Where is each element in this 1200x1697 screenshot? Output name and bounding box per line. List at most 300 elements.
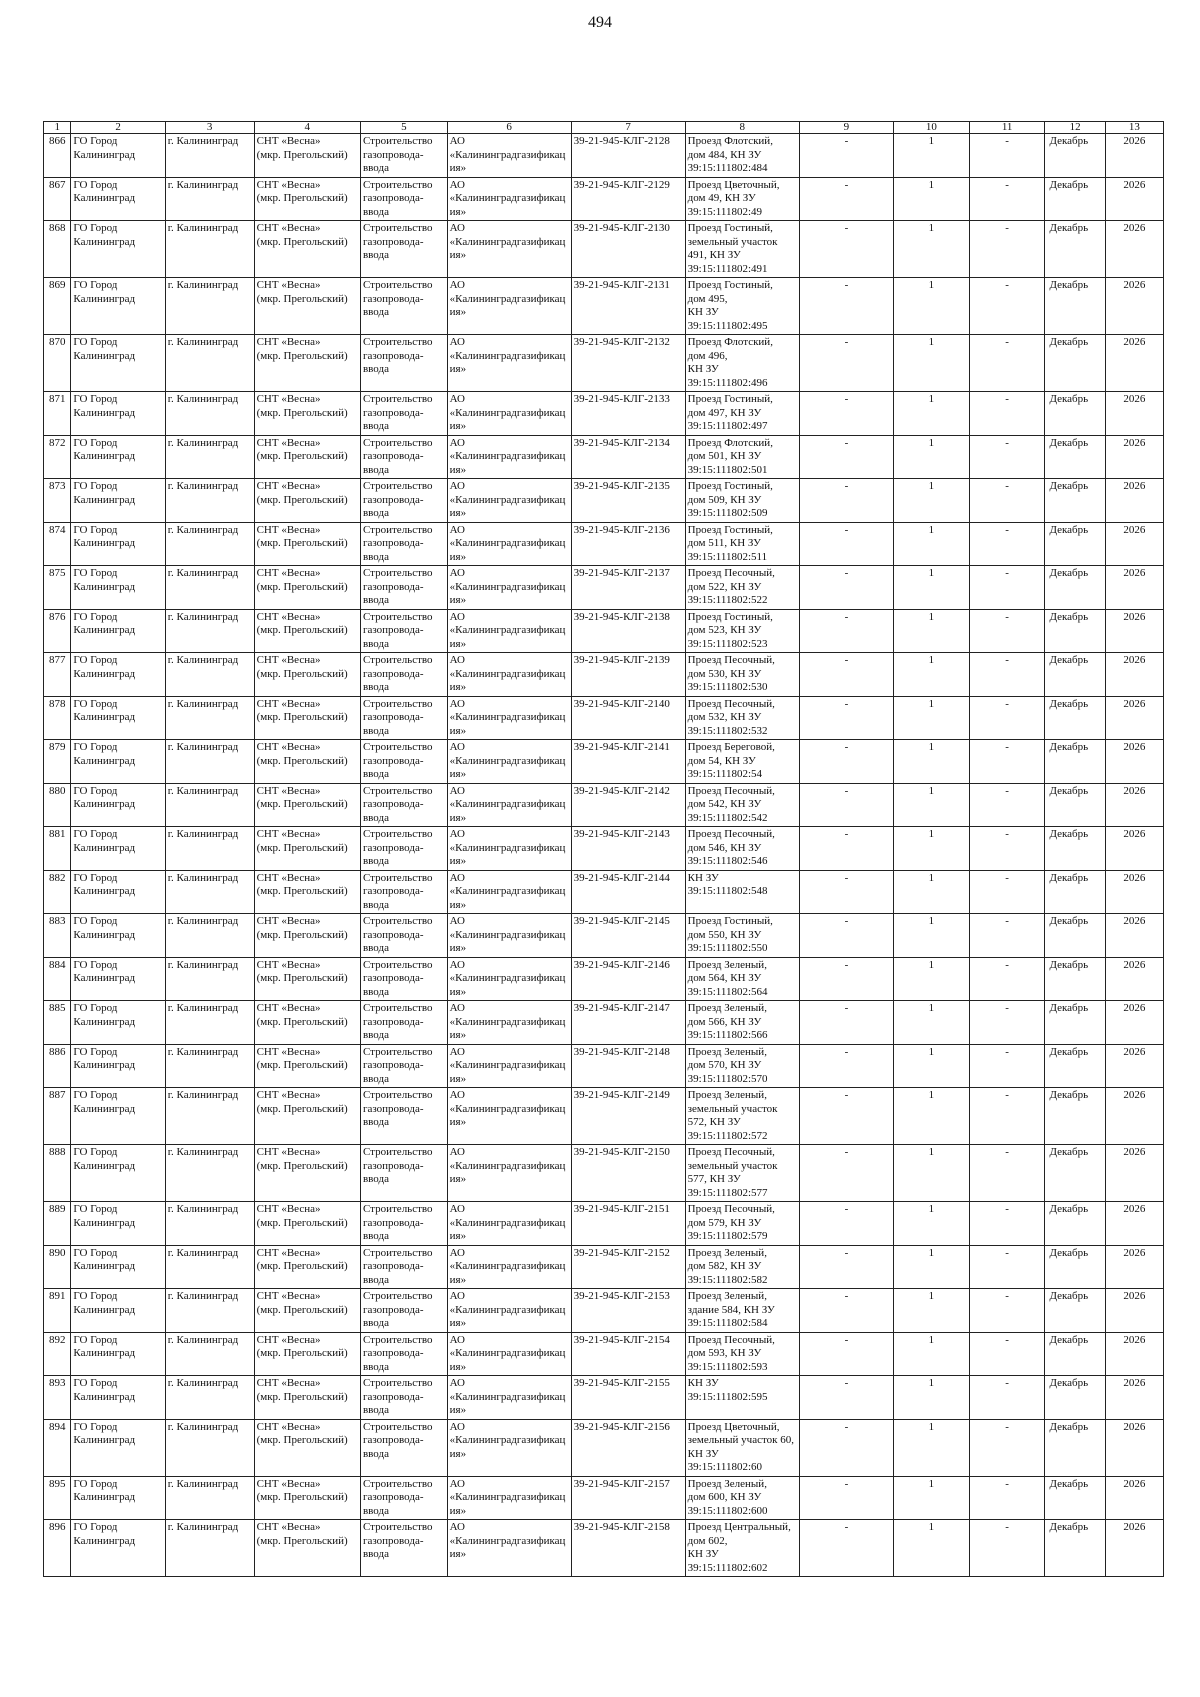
year-cell: 2026 [1105, 134, 1163, 178]
table-row [44, 1376, 1164, 1420]
address-cell: Проезд Зеленый, дом 570, КН ЗУ 39:15:111802:570 [685, 1044, 799, 1088]
settlement-cell: СНТ «Весна» (мкр. Прегольский) [254, 609, 360, 653]
city-cell: г. Калининград [165, 870, 254, 914]
table-row [44, 1001, 1164, 1045]
col9-cell: - [799, 1419, 893, 1476]
year-cell: 2026 [1105, 1044, 1163, 1088]
quantity-cell: 1 [894, 479, 970, 523]
district-cell: ГО Город Калининград [71, 566, 165, 610]
address-cell: Проезд Зеленый, земельный участок 572, КН ЗУ 39:15:111802:572 [685, 1088, 799, 1145]
table-row [44, 479, 1164, 523]
quantity-cell: 1 [894, 957, 970, 1001]
table-row [44, 740, 1164, 784]
quantity-cell: 1 [894, 1145, 970, 1202]
table-row [44, 522, 1164, 566]
quantity-cell: 1 [894, 1001, 970, 1045]
col9-cell: - [799, 1001, 893, 1045]
city-cell: г. Калининград [165, 392, 254, 436]
address-cell: Проезд Гостиный, дом 550, КН ЗУ 39:15:111802:550 [685, 914, 799, 958]
row-number: 866 [44, 134, 71, 178]
col11-cell: - [969, 783, 1045, 827]
address-cell: КН ЗУ 39:15:111802:548 [685, 870, 799, 914]
year-cell: 2026 [1105, 1088, 1163, 1145]
col9-cell: - [799, 1520, 893, 1577]
work-type-cell: Строительство газопровода-ввода [360, 740, 447, 784]
settlement-cell: СНТ «Весна» (мкр. Прегольский) [254, 435, 360, 479]
table-row [44, 957, 1164, 1001]
object-code-cell: 39-21-945-КЛГ-2157 [571, 1476, 685, 1520]
col9-cell: - [799, 609, 893, 653]
settlement-cell: СНТ «Весна» (мкр. Прегольский) [254, 177, 360, 221]
city-cell: г. Калининград [165, 1044, 254, 1088]
organization-cell: АО «Калининградгазификация» [447, 1376, 571, 1420]
work-type-cell: Строительство газопровода-ввода [360, 1289, 447, 1333]
district-cell: ГО Город Калининград [71, 278, 165, 335]
city-cell: г. Калининград [165, 1476, 254, 1520]
row-number: 886 [44, 1044, 71, 1088]
object-code-cell: 39-21-945-КЛГ-2152 [571, 1245, 685, 1289]
city-cell: г. Калининград [165, 1001, 254, 1045]
settlement-cell: СНТ «Весна» (мкр. Прегольский) [254, 696, 360, 740]
work-type-cell: Строительство газопровода-ввода [360, 696, 447, 740]
settlement-cell: СНТ «Весна» (мкр. Прегольский) [254, 957, 360, 1001]
table-row [44, 609, 1164, 653]
address-cell: Проезд Гостиный, дом 509, КН ЗУ 39:15:111802:509 [685, 479, 799, 523]
table-row [44, 1332, 1164, 1376]
district-cell: ГО Город Калининград [71, 177, 165, 221]
col11-cell: - [969, 1376, 1045, 1420]
settlement-cell: СНТ «Весна» (мкр. Прегольский) [254, 392, 360, 436]
col11-cell: - [969, 335, 1045, 392]
organization-cell: АО «Калининградгазификация» [447, 221, 571, 278]
col11-cell: - [969, 177, 1045, 221]
col9-cell: - [799, 1289, 893, 1333]
table-row [44, 1289, 1164, 1333]
col11-cell: - [969, 1202, 1045, 1246]
organization-cell: АО «Калининградгазификация» [447, 957, 571, 1001]
year-cell: 2026 [1105, 435, 1163, 479]
organization-cell: АО «Калининградгазификация» [447, 335, 571, 392]
object-code-cell: 39-21-945-КЛГ-2132 [571, 335, 685, 392]
settlement-cell: СНТ «Весна» (мкр. Прегольский) [254, 566, 360, 610]
row-number: 869 [44, 278, 71, 335]
object-code-cell: 39-21-945-КЛГ-2153 [571, 1289, 685, 1333]
city-cell: г. Калининград [165, 335, 254, 392]
settlement-cell: СНТ «Весна» (мкр. Прегольский) [254, 1088, 360, 1145]
col11-cell: - [969, 479, 1045, 523]
year-cell: 2026 [1105, 609, 1163, 653]
quantity-cell: 1 [894, 1289, 970, 1333]
col9-cell: - [799, 1376, 893, 1420]
address-cell: КН ЗУ 39:15:111802:595 [685, 1376, 799, 1420]
month-cell: Декабрь [1045, 134, 1105, 178]
table-row [44, 1520, 1164, 1577]
table-row [44, 1476, 1164, 1520]
city-cell: г. Калининград [165, 221, 254, 278]
year-cell: 2026 [1105, 522, 1163, 566]
district-cell: ГО Город Калининград [71, 1088, 165, 1145]
settlement-cell: СНТ «Весна» (мкр. Прегольский) [254, 740, 360, 784]
row-number: 884 [44, 957, 71, 1001]
district-cell: ГО Город Калининград [71, 1245, 165, 1289]
year-cell: 2026 [1105, 1001, 1163, 1045]
table-row [44, 177, 1164, 221]
col11-cell: - [969, 1520, 1045, 1577]
city-cell: г. Калининград [165, 783, 254, 827]
object-code-cell: 39-21-945-КЛГ-2150 [571, 1145, 685, 1202]
col9-cell: - [799, 1088, 893, 1145]
col11-cell: - [969, 1419, 1045, 1476]
district-cell: ГО Город Калининград [71, 653, 165, 697]
row-number: 893 [44, 1376, 71, 1420]
work-type-cell: Строительство газопровода-ввода [360, 827, 447, 871]
district-cell: ГО Город Калининград [71, 1044, 165, 1088]
settlement-cell: СНТ «Весна» (мкр. Прегольский) [254, 653, 360, 697]
col11-cell: - [969, 1088, 1045, 1145]
month-cell: Декабрь [1045, 1520, 1105, 1577]
column-number: 2 [71, 122, 165, 134]
month-cell: Декабрь [1045, 1245, 1105, 1289]
organization-cell: АО «Калининградгазификация» [447, 1001, 571, 1045]
work-type-cell: Строительство газопровода-ввода [360, 1376, 447, 1420]
city-cell: г. Калининград [165, 1145, 254, 1202]
month-cell: Декабрь [1045, 827, 1105, 871]
month-cell: Декабрь [1045, 1476, 1105, 1520]
organization-cell: АО «Калининградгазификация» [447, 914, 571, 958]
col9-cell: - [799, 566, 893, 610]
gasification-table-container [43, 121, 1164, 1577]
organization-cell: АО «Калининградгазификация» [447, 278, 571, 335]
col11-cell: - [969, 134, 1045, 178]
row-number: 892 [44, 1332, 71, 1376]
settlement-cell: СНТ «Весна» (мкр. Прегольский) [254, 479, 360, 523]
row-number: 872 [44, 435, 71, 479]
district-cell: ГО Город Калининград [71, 870, 165, 914]
col11-cell: - [969, 1145, 1045, 1202]
address-cell: Проезд Цветочный, земельный участок 60, КН ЗУ 39:15:111802:60 [685, 1419, 799, 1476]
settlement-cell: СНТ «Весна» (мкр. Прегольский) [254, 1044, 360, 1088]
address-cell: Проезд Гостиный, дом 511, КН ЗУ 39:15:111802:511 [685, 522, 799, 566]
work-type-cell: Строительство газопровода-ввода [360, 609, 447, 653]
column-number: 12 [1045, 122, 1105, 134]
year-cell: 2026 [1105, 870, 1163, 914]
col9-cell: - [799, 870, 893, 914]
district-cell: ГО Город Калининград [71, 522, 165, 566]
city-cell: г. Калининград [165, 1419, 254, 1476]
settlement-cell: СНТ «Весна» (мкр. Прегольский) [254, 335, 360, 392]
address-cell: Проезд Гостиный, дом 495, КН ЗУ 39:15:111802:495 [685, 278, 799, 335]
col9-cell: - [799, 1332, 893, 1376]
work-type-cell: Строительство газопровода-ввода [360, 435, 447, 479]
col9-cell: - [799, 783, 893, 827]
object-code-cell: 39-21-945-КЛГ-2146 [571, 957, 685, 1001]
settlement-cell: СНТ «Весна» (мкр. Прегольский) [254, 1520, 360, 1577]
row-number: 874 [44, 522, 71, 566]
settlement-cell: СНТ «Весна» (мкр. Прегольский) [254, 1476, 360, 1520]
col9-cell: - [799, 696, 893, 740]
col9-cell: - [799, 278, 893, 335]
address-cell: Проезд Зеленый, дом 582, КН ЗУ 39:15:111802:582 [685, 1245, 799, 1289]
city-cell: г. Калининград [165, 696, 254, 740]
settlement-cell: СНТ «Весна» (мкр. Прегольский) [254, 522, 360, 566]
organization-cell: АО «Калининградгазификация» [447, 827, 571, 871]
organization-cell: АО «Калининградгазификация» [447, 1245, 571, 1289]
object-code-cell: 39-21-945-КЛГ-2135 [571, 479, 685, 523]
address-cell: Проезд Флотский, дом 484, КН ЗУ 39:15:111802:484 [685, 134, 799, 178]
quantity-cell: 1 [894, 1332, 970, 1376]
quantity-cell: 1 [894, 134, 970, 178]
quantity-cell: 1 [894, 653, 970, 697]
city-cell: г. Калининград [165, 479, 254, 523]
quantity-cell: 1 [894, 177, 970, 221]
district-cell: ГО Город Калининград [71, 609, 165, 653]
table-row [44, 1088, 1164, 1145]
row-number: 868 [44, 221, 71, 278]
work-type-cell: Строительство газопровода-ввода [360, 1476, 447, 1520]
address-cell: Проезд Песочный, дом 579, КН ЗУ 39:15:111802:579 [685, 1202, 799, 1246]
row-number: 891 [44, 1289, 71, 1333]
city-cell: г. Калининград [165, 1245, 254, 1289]
address-cell: Проезд Песочный, дом 546, КН ЗУ 39:15:111802:546 [685, 827, 799, 871]
address-cell: Проезд Цветочный, дом 49, КН ЗУ 39:15:111802:49 [685, 177, 799, 221]
year-cell: 2026 [1105, 1202, 1163, 1246]
object-code-cell: 39-21-945-КЛГ-2129 [571, 177, 685, 221]
city-cell: г. Калининград [165, 566, 254, 610]
district-cell: ГО Город Калининград [71, 696, 165, 740]
col9-cell: - [799, 522, 893, 566]
organization-cell: АО «Калининградгазификация» [447, 609, 571, 653]
year-cell: 2026 [1105, 957, 1163, 1001]
month-cell: Декабрь [1045, 1001, 1105, 1045]
city-cell: г. Калининград [165, 914, 254, 958]
col11-cell: - [969, 870, 1045, 914]
column-number: 9 [799, 122, 893, 134]
month-cell: Декабрь [1045, 1332, 1105, 1376]
month-cell: Декабрь [1045, 522, 1105, 566]
column-number: 4 [254, 122, 360, 134]
settlement-cell: СНТ «Весна» (мкр. Прегольский) [254, 1202, 360, 1246]
district-cell: ГО Город Калининград [71, 221, 165, 278]
district-cell: ГО Город Калининград [71, 1202, 165, 1246]
month-cell: Декабрь [1045, 335, 1105, 392]
address-cell: Проезд Песочный, дом 593, КН ЗУ 39:15:111802:593 [685, 1332, 799, 1376]
work-type-cell: Строительство газопровода-ввода [360, 1245, 447, 1289]
work-type-cell: Строительство газопровода-ввода [360, 392, 447, 436]
table-row [44, 1145, 1164, 1202]
organization-cell: АО «Калининградгазификация» [447, 653, 571, 697]
object-code-cell: 39-21-945-КЛГ-2131 [571, 278, 685, 335]
month-cell: Декабрь [1045, 740, 1105, 784]
row-number: 890 [44, 1245, 71, 1289]
address-cell: Проезд Флотский, дом 501, КН ЗУ 39:15:111802:501 [685, 435, 799, 479]
month-cell: Декабрь [1045, 278, 1105, 335]
district-cell: ГО Город Калининград [71, 740, 165, 784]
year-cell: 2026 [1105, 740, 1163, 784]
object-code-cell: 39-21-945-КЛГ-2149 [571, 1088, 685, 1145]
page-number: 494 [588, 14, 612, 31]
settlement-cell: СНТ «Весна» (мкр. Прегольский) [254, 221, 360, 278]
quantity-cell: 1 [894, 914, 970, 958]
organization-cell: АО «Калининградгазификация» [447, 1145, 571, 1202]
work-type-cell: Строительство газопровода-ввода [360, 1332, 447, 1376]
city-cell: г. Калининград [165, 1202, 254, 1246]
year-cell: 2026 [1105, 1520, 1163, 1577]
table-row [44, 392, 1164, 436]
quantity-cell: 1 [894, 827, 970, 871]
organization-cell: АО «Калининградгазификация» [447, 1289, 571, 1333]
col9-cell: - [799, 1245, 893, 1289]
column-number: 6 [447, 122, 571, 134]
settlement-cell: СНТ «Весна» (мкр. Прегольский) [254, 1001, 360, 1045]
col11-cell: - [969, 957, 1045, 1001]
year-cell: 2026 [1105, 1419, 1163, 1476]
year-cell: 2026 [1105, 278, 1163, 335]
city-cell: г. Калининград [165, 1520, 254, 1577]
year-cell: 2026 [1105, 335, 1163, 392]
table-row [44, 827, 1164, 871]
district-cell: ГО Город Калининград [71, 1001, 165, 1045]
address-cell: Проезд Зеленый, дом 600, КН ЗУ 39:15:111802:600 [685, 1476, 799, 1520]
row-number: 894 [44, 1419, 71, 1476]
col9-cell: - [799, 1044, 893, 1088]
district-cell: ГО Город Калининград [71, 1520, 165, 1577]
year-cell: 2026 [1105, 566, 1163, 610]
district-cell: ГО Город Калининград [71, 1476, 165, 1520]
address-cell: Проезд Береговой, дом 54, КН ЗУ 39:15:111802:54 [685, 740, 799, 784]
col11-cell: - [969, 1476, 1045, 1520]
city-cell: г. Калининград [165, 1088, 254, 1145]
work-type-cell: Строительство газопровода-ввода [360, 1088, 447, 1145]
quantity-cell: 1 [894, 783, 970, 827]
organization-cell: АО «Калининградгазификация» [447, 479, 571, 523]
object-code-cell: 39-21-945-КЛГ-2151 [571, 1202, 685, 1246]
column-number: 5 [360, 122, 447, 134]
organization-cell: АО «Калининградгазификация» [447, 696, 571, 740]
month-cell: Декабрь [1045, 435, 1105, 479]
quantity-cell: 1 [894, 566, 970, 610]
table-row [44, 1245, 1164, 1289]
col11-cell: - [969, 1332, 1045, 1376]
column-number: 7 [571, 122, 685, 134]
address-cell: Проезд Флотский, дом 496, КН ЗУ 39:15:111802:496 [685, 335, 799, 392]
row-number: 867 [44, 177, 71, 221]
table-row [44, 783, 1164, 827]
row-number: 885 [44, 1001, 71, 1045]
year-cell: 2026 [1105, 392, 1163, 436]
address-cell: Проезд Песочный, дом 542, КН ЗУ 39:15:111802:542 [685, 783, 799, 827]
gasification-table [43, 121, 1164, 1577]
col9-cell: - [799, 740, 893, 784]
table-row [44, 653, 1164, 697]
work-type-cell: Строительство газопровода-ввода [360, 1044, 447, 1088]
year-cell: 2026 [1105, 479, 1163, 523]
table-row [44, 221, 1164, 278]
col11-cell: - [969, 278, 1045, 335]
col11-cell: - [969, 653, 1045, 697]
district-cell: ГО Город Калининград [71, 392, 165, 436]
col11-cell: - [969, 1245, 1045, 1289]
month-cell: Декабрь [1045, 1419, 1105, 1476]
settlement-cell: СНТ «Весна» (мкр. Прегольский) [254, 783, 360, 827]
col11-cell: - [969, 1289, 1045, 1333]
work-type-cell: Строительство газопровода-ввода [360, 522, 447, 566]
district-cell: ГО Город Калининград [71, 783, 165, 827]
table-body [44, 134, 1164, 1577]
settlement-cell: СНТ «Весна» (мкр. Прегольский) [254, 914, 360, 958]
organization-cell: АО «Калининградгазификация» [447, 134, 571, 178]
year-cell: 2026 [1105, 1245, 1163, 1289]
col9-cell: - [799, 914, 893, 958]
year-cell: 2026 [1105, 914, 1163, 958]
quantity-cell: 1 [894, 870, 970, 914]
district-cell: ГО Город Калининград [71, 1376, 165, 1420]
month-cell: Декабрь [1045, 653, 1105, 697]
object-code-cell: 39-21-945-КЛГ-2130 [571, 221, 685, 278]
table-row [44, 134, 1164, 178]
city-cell: г. Калининград [165, 1289, 254, 1333]
settlement-cell: СНТ «Весна» (мкр. Прегольский) [254, 1245, 360, 1289]
table-row [44, 914, 1164, 958]
object-code-cell: 39-21-945-КЛГ-2140 [571, 696, 685, 740]
col11-cell: - [969, 827, 1045, 871]
address-cell: Проезд Зеленый, здание 584, КН ЗУ 39:15:111802:584 [685, 1289, 799, 1333]
work-type-cell: Строительство газопровода-ввода [360, 566, 447, 610]
object-code-cell: 39-21-945-КЛГ-2134 [571, 435, 685, 479]
table-row [44, 1202, 1164, 1246]
year-cell: 2026 [1105, 177, 1163, 221]
organization-cell: АО «Калининградгазификация» [447, 1202, 571, 1246]
col11-cell: - [969, 566, 1045, 610]
quantity-cell: 1 [894, 696, 970, 740]
district-cell: ГО Город Калининград [71, 435, 165, 479]
table-row [44, 278, 1164, 335]
object-code-cell: 39-21-945-КЛГ-2141 [571, 740, 685, 784]
year-cell: 2026 [1105, 1145, 1163, 1202]
quantity-cell: 1 [894, 522, 970, 566]
year-cell: 2026 [1105, 1332, 1163, 1376]
quantity-cell: 1 [894, 278, 970, 335]
district-cell: ГО Город Калининград [71, 479, 165, 523]
object-code-cell: 39-21-945-КЛГ-2144 [571, 870, 685, 914]
col9-cell: - [799, 392, 893, 436]
column-number: 13 [1105, 122, 1163, 134]
year-cell: 2026 [1105, 783, 1163, 827]
quantity-cell: 1 [894, 740, 970, 784]
organization-cell: АО «Калининградгазификация» [447, 1476, 571, 1520]
month-cell: Декабрь [1045, 783, 1105, 827]
col9-cell: - [799, 957, 893, 1001]
month-cell: Декабрь [1045, 914, 1105, 958]
row-number: 883 [44, 914, 71, 958]
col9-cell: - [799, 1476, 893, 1520]
year-cell: 2026 [1105, 653, 1163, 697]
quantity-cell: 1 [894, 221, 970, 278]
address-cell: Проезд Гостиный, дом 523, КН ЗУ 39:15:111802:523 [685, 609, 799, 653]
city-cell: г. Калининград [165, 177, 254, 221]
col9-cell: - [799, 177, 893, 221]
settlement-cell: СНТ «Весна» (мкр. Прегольский) [254, 278, 360, 335]
quantity-cell: 1 [894, 1520, 970, 1577]
district-cell: ГО Город Калининград [71, 914, 165, 958]
object-code-cell: 39-21-945-КЛГ-2155 [571, 1376, 685, 1420]
district-cell: ГО Город Калининград [71, 134, 165, 178]
object-code-cell: 39-21-945-КЛГ-2143 [571, 827, 685, 871]
row-number: 870 [44, 335, 71, 392]
work-type-cell: Строительство газопровода-ввода [360, 177, 447, 221]
year-cell: 2026 [1105, 696, 1163, 740]
district-cell: ГО Город Калининград [71, 957, 165, 1001]
object-code-cell: 39-21-945-КЛГ-2145 [571, 914, 685, 958]
